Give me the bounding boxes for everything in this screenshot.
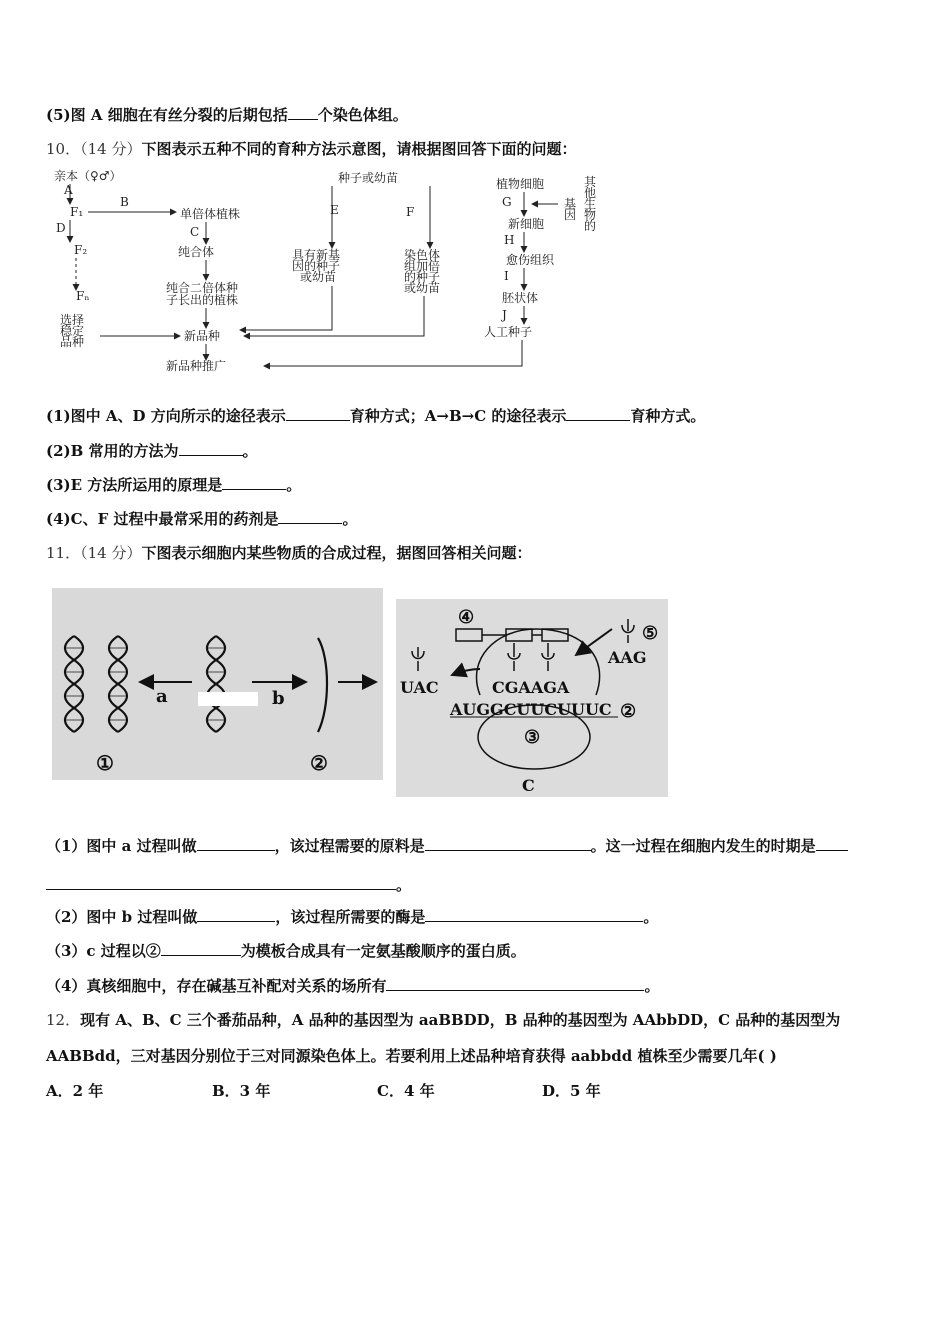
label-c: C xyxy=(522,776,535,795)
label-C: C xyxy=(190,225,200,239)
answer-blank[interactable] xyxy=(566,406,630,421)
q10-sub2: (2)B 常用的方法为 。 xyxy=(46,442,258,460)
circle-2b: ② xyxy=(620,701,637,722)
circle-1: ① xyxy=(96,751,114,775)
seed-top: 种子或幼苗 xyxy=(338,171,399,185)
other-5: 的 xyxy=(584,219,597,233)
label-F2: F₂ xyxy=(74,243,88,257)
other-1: 其 xyxy=(584,175,597,189)
embryoid: 胚状体 xyxy=(502,291,539,305)
label-a: a xyxy=(156,686,168,707)
other-3: 生 xyxy=(584,197,597,211)
q12-line2: AABBdd，三对基因分别位于三对同源染色体上。若要利用上述品种培育获得 aabbdd 植株至少需要几年( ) xyxy=(46,1047,777,1065)
q10-sub3: (3)E 方法所运用的原理是 。 xyxy=(46,476,302,494)
answer-blank[interactable] xyxy=(425,907,643,922)
circle-4: ④ xyxy=(458,607,475,628)
q10-sub4: (4)C、F 过程中最常采用的药剂是 。 xyxy=(46,510,358,528)
option-a[interactable]: A．2 年 xyxy=(46,1082,104,1100)
option-d[interactable]: D．5 年 xyxy=(542,1082,601,1100)
gene-1: 基 xyxy=(564,197,577,211)
new-cell: 新细胞 xyxy=(508,217,545,231)
breeding-diagram xyxy=(50,166,610,378)
diploid-2: 子长出的植株 xyxy=(166,293,239,307)
label-F: F xyxy=(406,205,415,219)
anticodon-uac: UAC xyxy=(400,678,439,697)
answer-blank[interactable] xyxy=(286,406,350,421)
q11-sub1-cont: 。 xyxy=(46,874,411,895)
answer-blank[interactable] xyxy=(46,875,396,890)
anticodon-cgaaga: CGAAGA xyxy=(492,678,570,697)
other-2: 他 xyxy=(584,186,597,200)
label-I: I xyxy=(504,269,509,283)
label-b: b xyxy=(272,688,285,709)
pure-label: 纯合体 xyxy=(178,245,215,259)
q11-sub1: （1）图中 a 过程叫做 ，该过程需要的原料是 。这一过程在细胞内发生的时期是 xyxy=(46,835,848,856)
label-H: H xyxy=(504,233,515,247)
circle-3: ③ xyxy=(524,727,541,748)
diploid-1: 纯合二倍体种 xyxy=(166,281,239,295)
select-2: 稳定 xyxy=(60,324,85,338)
double-1: 染色体 xyxy=(404,248,441,262)
label-G: G xyxy=(502,195,512,209)
newgene-2: 因的种子 xyxy=(292,259,341,273)
label-B: B xyxy=(120,195,129,209)
answer-blank[interactable] xyxy=(222,475,286,490)
q11-sub3: （3）c 过程以② 为模板合成具有一定氨基酸顺序的蛋白质。 xyxy=(46,942,526,960)
answer-blank[interactable] xyxy=(816,836,848,851)
other-4: 物 xyxy=(584,208,597,222)
mrna-sequence: AUGGCUUCUUUC xyxy=(450,700,612,719)
q11-sub4: （4）真核细胞中，存在碱基互补配对关系的场所有 。 xyxy=(46,977,660,995)
newgene-1: 具有新基 xyxy=(292,248,341,262)
double-4: 或幼苗 xyxy=(404,281,441,295)
q10-stem: 10．（14 分）下图表示五种不同的育种方法示意图，请根据图回答下面的问题： xyxy=(46,140,577,158)
answer-blank[interactable] xyxy=(197,836,275,851)
haploid-label: 单倍体植株 xyxy=(180,207,241,221)
translation-figure xyxy=(396,599,668,797)
answer-blank[interactable] xyxy=(386,976,644,991)
option-b[interactable]: B．3 年 xyxy=(212,1082,271,1100)
double-2: 组加倍 xyxy=(404,259,441,273)
select-1: 选择 xyxy=(60,313,85,327)
circle-5: ⑤ xyxy=(642,623,659,644)
q12-line1: 12．现有 A、B、C 三个番茄品种，A 品种的基因型为 aaBBDD，B 品种的基因型为 AAbbDD，C 品种的基因型为 xyxy=(46,1011,841,1029)
circle-2: ② xyxy=(310,751,328,775)
anticodon-aag: AAG xyxy=(608,648,647,667)
new-variety: 新品种 xyxy=(184,329,221,343)
q9-sub5: (5)图 A 细胞在有丝分裂的后期包括 个染色体组。 xyxy=(46,106,408,124)
answer-blank[interactable] xyxy=(197,907,275,922)
answer-blank[interactable] xyxy=(161,941,241,956)
white-patch xyxy=(198,692,258,706)
select-3: 品种 xyxy=(60,335,85,349)
q10-sub1: (1)图中 A、D 方向所示的途径表示 育种方式；A→B→C 的途径表示 育种方式。 xyxy=(46,407,706,425)
label-E: E xyxy=(330,203,339,217)
label-Fn: Fₙ xyxy=(76,289,90,303)
plant-cell: 植物细胞 xyxy=(496,177,545,191)
double-3: 的种子 xyxy=(404,270,441,284)
answer-blank[interactable] xyxy=(425,836,591,851)
label-F1: F₁ xyxy=(70,205,84,219)
q11-sub2: （2）图中 b 过程叫做 ，该过程所需要的酶是 。 xyxy=(46,908,659,926)
promote-label: 新品种推广 xyxy=(166,359,227,373)
answer-blank[interactable] xyxy=(179,441,243,456)
newgene-3: 或幼苗 xyxy=(300,270,337,284)
parent-label: 亲本（♀♂） xyxy=(54,169,122,183)
label-A: A xyxy=(64,183,73,197)
replication-figure xyxy=(52,588,383,780)
label-D: D xyxy=(56,221,66,235)
answer-blank[interactable] xyxy=(288,105,318,120)
callus: 愈伤组织 xyxy=(506,253,555,267)
artificial-seed: 人工种子 xyxy=(484,325,533,339)
label-J: J xyxy=(502,308,507,322)
gene-2: 因 xyxy=(564,208,577,222)
answer-blank[interactable] xyxy=(278,509,342,524)
option-c[interactable]: C．4 年 xyxy=(377,1082,435,1100)
q11-stem: 11．（14 分）下图表示细胞内某些物质的合成过程，据图回答相关问题： xyxy=(46,544,532,562)
